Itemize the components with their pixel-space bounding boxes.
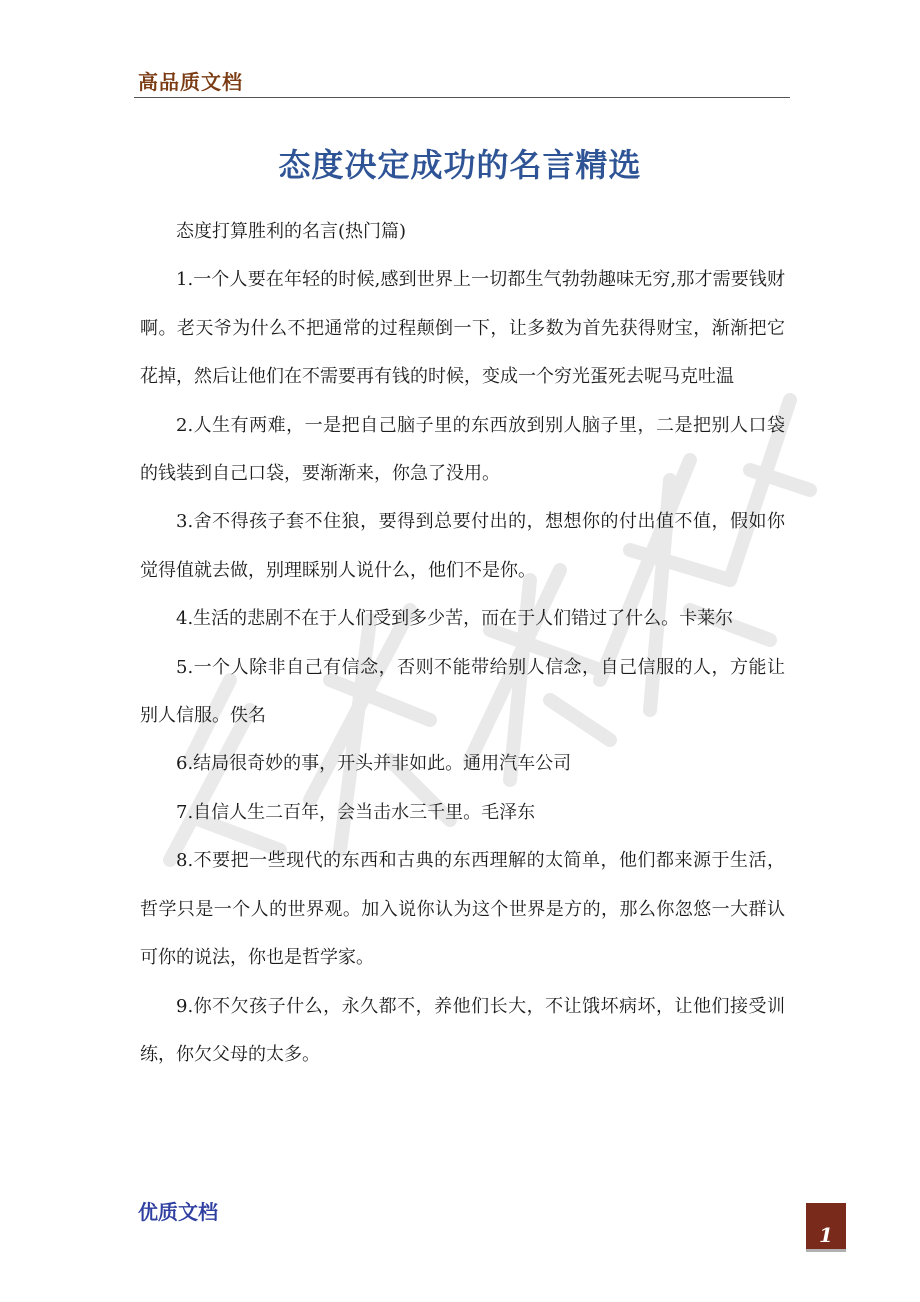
document-title: 态度决定成功的名言精选	[278, 146, 642, 184]
quote-paragraph: 8.不要把一些现代的东西和古典的东西理解的太简单，他们都来源于生活，哲学只是一个人的世界观。加入说你认为这个世界是方的，那么你忽悠一大群认可你的说法，你也是哲学家。	[140, 850, 785, 969]
quote-paragraph: 6.结局很奇妙的事，开头并非如此。通用汽车公司	[176, 753, 572, 775]
quote-paragraph: 2.人生有两难，一是把自己脑子里的东西放到别人脑子里，二是把别人口袋的钱装到自己口袋，要渐渐来，你急了没用。	[140, 414, 785, 485]
quote-paragraph: 5.一个人除非自己有信念，否则不能带给别人信念，自己信服的人，方能让别人信服。佚名	[140, 656, 785, 727]
intro-paragraph: 态度打算胜利的名言(热门篇)	[176, 221, 407, 242]
quote-paragraph: 7.自信人生二百年，会当击水三千里。毛泽东	[176, 801, 536, 823]
footer-label: 优质文档	[138, 1200, 218, 1224]
document-body	[140, 208, 785, 1079]
page-badge-shadow	[806, 1249, 846, 1252]
quote-paragraph: 4.生活的悲剧不在于人们受到多少苦，而在于人们错过了什么。卡莱尔	[176, 608, 734, 630]
quote-paragraph: 9.你不欠孩子什么，永久都不，养他们长大，不让饿坏病坏，让他们接受训练，你欠父母的太多。	[140, 995, 785, 1065]
header-divider	[134, 97, 790, 98]
quote-paragraph: 3.舍不得孩子套不住狼，要得到总要付出的，想想你的付出值不值，假如你觉得值就去做，别理睬别人说什么，他们不是你。	[140, 511, 785, 581]
header-label: 高品质文档	[138, 70, 243, 94]
quote-paragraph: 1.一个人要在年轻的时候,感到世界上一切都生气勃勃趣味无穷,那才需要钱财啊。老天爷为什么不把通常的过程颠倒一下，让多数为首先获得财宝，渐渐把它花掉，然后让他们在不需要再有钱的时候，变成一个穷光蛋死去呢马克吐温	[140, 269, 785, 388]
page-number-badge: 1	[806, 1203, 846, 1249]
